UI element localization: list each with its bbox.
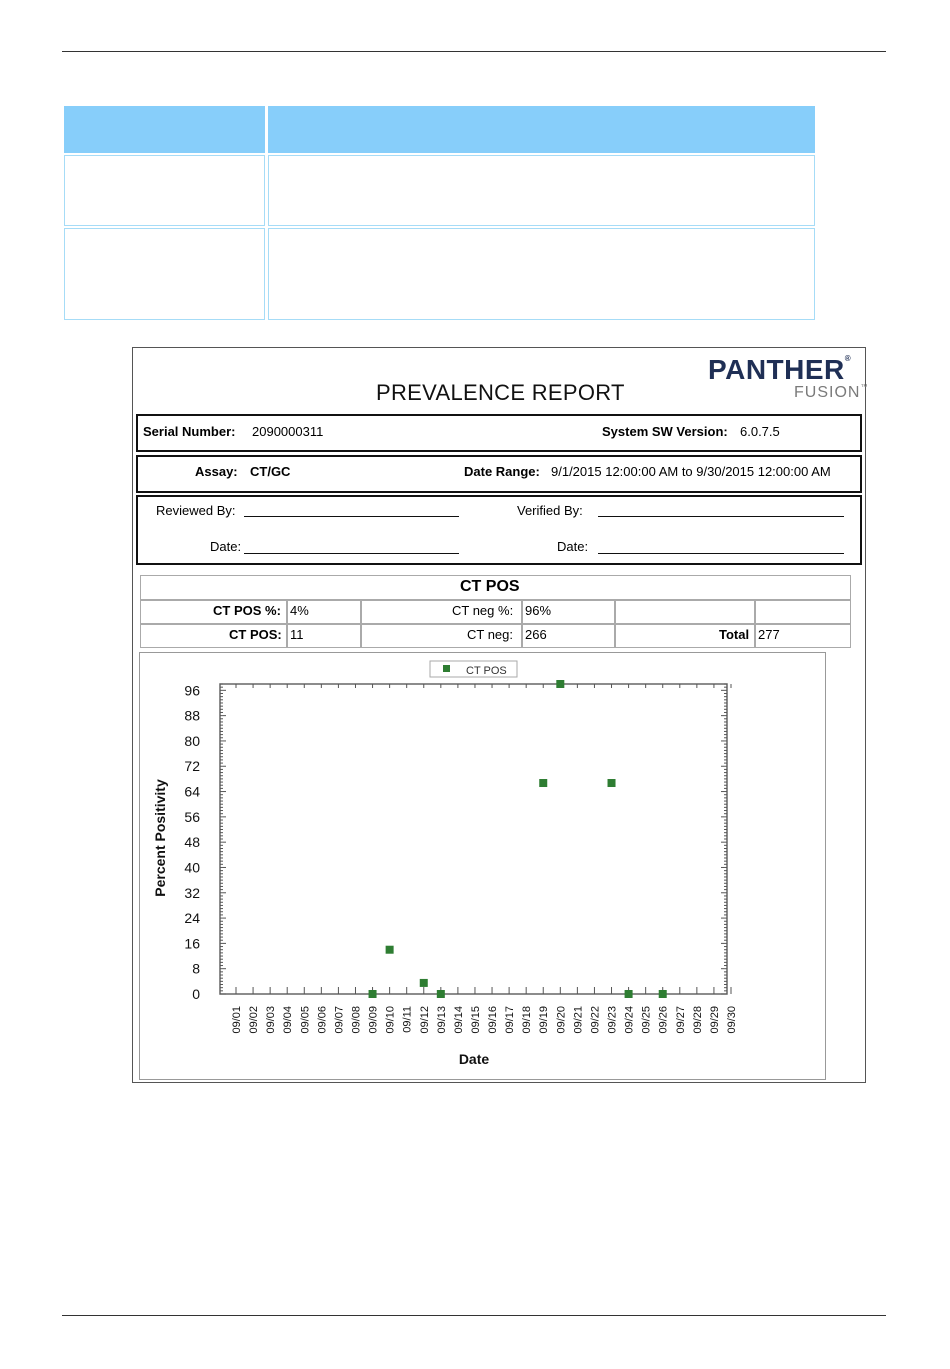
report-title: PREVALENCE REPORT bbox=[376, 380, 625, 405]
ct-neg-pct-value: 96% bbox=[525, 603, 552, 618]
x-tick-label: 09/26 bbox=[657, 1006, 670, 1034]
panther-logo: PANTHER® bbox=[708, 354, 852, 385]
x-tick-label: 09/30 bbox=[726, 1006, 738, 1034]
data-point bbox=[437, 990, 445, 998]
x-tick-label: 09/09 bbox=[367, 1006, 380, 1034]
x-tick-label: 09/07 bbox=[333, 1006, 346, 1034]
x-tick-label: 09/04 bbox=[282, 1006, 295, 1034]
fusion-logo: FUSION™ bbox=[794, 384, 869, 401]
x-tick-label: 09/08 bbox=[350, 1006, 363, 1034]
plot-area bbox=[220, 684, 727, 994]
y-tick-label: 80 bbox=[184, 732, 200, 749]
x-tick-label: 09/02 bbox=[248, 1006, 261, 1034]
verified-date-label: Date: bbox=[557, 539, 589, 554]
data-point bbox=[659, 990, 667, 998]
x-tick-label: 09/17 bbox=[504, 1006, 517, 1034]
serial-label: Serial Number: bbox=[143, 424, 236, 439]
total-label: Total bbox=[719, 627, 750, 642]
ct-pos-pct-label: CT POS %: bbox=[213, 603, 281, 618]
data-point bbox=[369, 990, 377, 998]
x-tick-label: 09/01 bbox=[231, 1006, 243, 1034]
x-tick-label: 09/12 bbox=[418, 1006, 431, 1034]
data-point bbox=[420, 979, 428, 987]
x-tick-label: 09/13 bbox=[435, 1006, 448, 1034]
x-tick-label: 09/28 bbox=[691, 1006, 704, 1034]
y-tick-label: 56 bbox=[184, 808, 200, 825]
reviewed-date-label: Date: bbox=[210, 539, 242, 554]
verified-by-label: Verified By: bbox=[517, 503, 583, 518]
total-value: 277 bbox=[758, 627, 780, 642]
data-point bbox=[386, 946, 394, 954]
y-tick-label: 96 bbox=[184, 682, 200, 699]
x-tick-label: 09/14 bbox=[452, 1006, 465, 1034]
serial-value: 2090000311 bbox=[252, 424, 324, 439]
x-tick-label: 09/22 bbox=[589, 1006, 602, 1034]
data-point bbox=[539, 779, 547, 787]
y-tick-label: 8 bbox=[192, 960, 200, 977]
x-tick-label: 09/27 bbox=[674, 1006, 687, 1034]
x-tick-label: 09/10 bbox=[384, 1006, 397, 1034]
ct-pos-label: CT POS: bbox=[229, 627, 282, 642]
ct-neg-value: 266 bbox=[525, 627, 547, 642]
x-tick-label: 09/11 bbox=[401, 1006, 414, 1033]
data-point bbox=[625, 990, 633, 998]
y-tick-label: 40 bbox=[184, 859, 200, 876]
legend-label: CT POS bbox=[466, 665, 507, 677]
ct-pos-pct-value: 4% bbox=[290, 603, 309, 618]
x-tick-label: 09/15 bbox=[469, 1006, 482, 1034]
date-range-label: Date Range: bbox=[464, 464, 540, 479]
x-tick-label: 09/29 bbox=[708, 1006, 721, 1034]
reviewed-by-label: Reviewed By: bbox=[156, 503, 236, 518]
y-tick-label: 64 bbox=[184, 783, 200, 800]
y-tick-label: 88 bbox=[184, 707, 200, 724]
assay-value: CT/GC bbox=[250, 464, 291, 479]
x-tick-label: 09/23 bbox=[606, 1006, 619, 1034]
y-tick-label: 0 bbox=[192, 986, 200, 1002]
legend-marker bbox=[443, 665, 450, 672]
x-tick-label: 09/21 bbox=[572, 1006, 585, 1034]
sw-version-value: 6.0.7.5 bbox=[740, 424, 780, 439]
ct-pos-value: 11 bbox=[290, 627, 304, 642]
summary-header-text: CT POS bbox=[460, 578, 520, 595]
x-tick-label: 09/25 bbox=[640, 1006, 653, 1034]
sw-version-label: System SW Version: bbox=[602, 424, 728, 439]
x-tick-label: 09/18 bbox=[521, 1006, 534, 1034]
y-tick-label: 72 bbox=[184, 758, 200, 775]
assay-label: Assay: bbox=[195, 464, 238, 479]
ct-neg-label: CT neg: bbox=[467, 627, 514, 642]
x-tick-label: 09/16 bbox=[487, 1006, 500, 1034]
date-range-value: 9/1/2015 12:00:00 AM to 9/30/2015 12:00:00 AM bbox=[551, 464, 831, 479]
y-tick-label: 32 bbox=[184, 884, 200, 901]
ct-neg-pct-label: CT neg %: bbox=[452, 603, 514, 618]
x-tick-label: 09/06 bbox=[316, 1006, 329, 1034]
x-tick-label: 09/05 bbox=[299, 1006, 312, 1034]
y-tick-label: 48 bbox=[184, 834, 200, 851]
x-tick-label: 09/03 bbox=[265, 1006, 278, 1034]
data-point bbox=[608, 779, 616, 787]
y-tick-label: 16 bbox=[184, 935, 200, 952]
x-tick-label: 09/19 bbox=[538, 1006, 551, 1034]
x-tick-label: 09/20 bbox=[555, 1006, 568, 1034]
data-point bbox=[556, 680, 564, 688]
y-tick-label: 24 bbox=[184, 910, 200, 927]
x-axis-label: Date bbox=[458, 1051, 490, 1067]
x-tick-label: 09/24 bbox=[623, 1006, 636, 1034]
y-axis-label: Percent Positivity bbox=[152, 779, 168, 897]
